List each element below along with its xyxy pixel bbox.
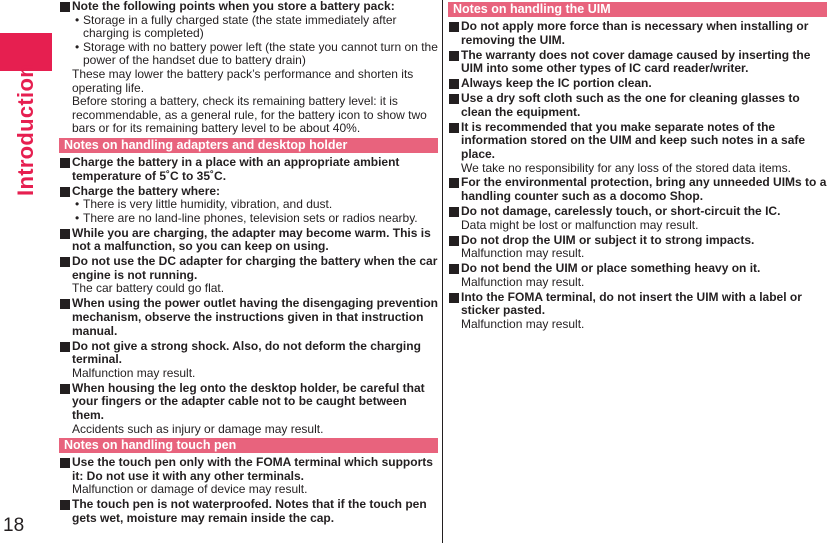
uim-note (448, 77, 827, 91)
uim-note-title: Use a dry soft cloth such as the one for cleaning glasses to clean the equipment. (461, 91, 800, 119)
adapters-section-header: Notes on handling adapters and desktop holder (59, 138, 438, 153)
uim-note-title: Do not damage, carelessly touch, or short-circuit the IC. (461, 204, 781, 219)
adapter-bullet: • There are no land-line phones, television sets or radios nearby. (72, 212, 438, 226)
uim-note (448, 92, 827, 119)
uim-note-body: Malfunction may result. (461, 246, 585, 261)
touch-pen-note-title: Use the touch pen only with the FOMA terminal which supports it: Do not use it with any other terminals. (72, 455, 433, 483)
adapter-note-title: Do not give a strong shock. Also, do not deform the charging terminal. (72, 338, 421, 367)
uim-note (448, 205, 827, 232)
uim-note-title: Do not bend the UIM or place something heavy on it. (461, 261, 761, 276)
adapter-note-title: Do not use the DC adapter for charging the battery when the car engine is not running. (72, 254, 438, 282)
adapter-note-title: While you are charging, the adapter may become warm. This is not a malfunction, so you can keep on using. (72, 225, 431, 254)
adapter-note (59, 297, 438, 338)
uim-note-body: Malfunction may result. (461, 316, 585, 331)
uim-note-title: Do not drop the UIM or subject it to strong impacts. (461, 232, 755, 247)
storage-note (59, 0, 438, 136)
adapter-note (59, 227, 438, 254)
left-column (59, 0, 438, 527)
adapter-note (59, 255, 438, 296)
adapter-note (59, 156, 438, 183)
storage-bullet: • Storage in a fully charged state (the state immediately after charging is completed) (72, 14, 438, 41)
adapter-bullet: • There is very little humidity, vibration, and dust. (72, 198, 438, 212)
uim-note (448, 121, 827, 175)
touch-pen-note-body: Malfunction or damage of device may result. (72, 482, 308, 497)
uim-section-header: Notes on handling the UIM (448, 2, 827, 17)
adapter-note-title: When housing the leg onto the desktop holder, be careful that your fingers or the adapter cable not to be caught between them. (72, 380, 425, 422)
page-number: 18 (3, 515, 25, 536)
uim-note (448, 234, 827, 261)
uim-note (448, 291, 827, 332)
adapter-note (59, 185, 438, 226)
adapter-note-body: Malfunction may result. (72, 365, 196, 380)
uim-note-title: For the environmental protection, bring any unneeded UIMs to a handling counter such as a docomo Shop. (461, 175, 827, 204)
storage-note-body: Before storing a battery, check its remaining battery level: it is recommendable, as a general rule, for the battery icon to show two bars or for its remaining battery level to be about 40%. (72, 94, 427, 136)
adapter-note-body: Accidents such as injury or damage may result. (72, 421, 324, 436)
uim-note-body: Data might be lost or malfunction may result. (461, 217, 699, 232)
storage-bullet: • Storage with no battery power left (the state you cannot turn on the power of the handset due to battery drain) (72, 41, 438, 68)
uim-note (448, 20, 827, 47)
uim-note-title: Always keep the IC portion clean. (461, 76, 652, 91)
adapter-note-title: When using the power outlet having the disengaging prevention mechanism, observe the instructions given in that instruction manual. (72, 296, 439, 338)
touch-pen-section-header: Notes on handling touch pen (59, 438, 438, 453)
storage-note-body: These may lower the battery pack’s performance and shorten its operating life. (72, 66, 414, 95)
uim-note (448, 262, 827, 289)
touch-pen-note (59, 498, 438, 525)
uim-note-body: Malfunction may result. (461, 274, 585, 289)
uim-note (448, 49, 827, 76)
touch-pen-note (59, 456, 438, 497)
uim-note-body: We take no responsibility for any loss of the stored data items. (461, 160, 791, 175)
adapter-note-title: Charge the battery in a place with an appropriate ambient temperature of 5˚C to 35˚C. (72, 154, 400, 183)
adapter-note (59, 340, 438, 381)
adapter-note-title: Charge the battery where: (72, 183, 221, 198)
adapter-note-body: The car battery could go flat. (72, 281, 225, 296)
uim-note-title: Do not apply more force than is necessary when installing or removing the UIM. (461, 19, 809, 47)
adapter-note (59, 382, 438, 436)
touch-pen-note-title: The touch pen is not waterproofed. Notes that if the touch pen gets wet, moisture may remain inside the cap. (72, 497, 427, 525)
storage-note-title: Note the following points when you store a battery pack: (72, 0, 395, 13)
uim-note-title: Into the FOMA terminal, do not insert the UIM with a label or sticker pasted. (461, 289, 802, 318)
uim-note (448, 176, 827, 203)
right-column (448, 0, 827, 333)
uim-note-title: The warranty does not cover damage caused by inserting the UIM into some other types of IC card reader/writer. (461, 47, 811, 76)
uim-note-title: It is recommended that you make separate notes of the information stored on the UIM and keep such notes in a safe place. (461, 119, 806, 161)
column-divider (442, 0, 443, 543)
section-label: Introduction (13, 64, 38, 196)
